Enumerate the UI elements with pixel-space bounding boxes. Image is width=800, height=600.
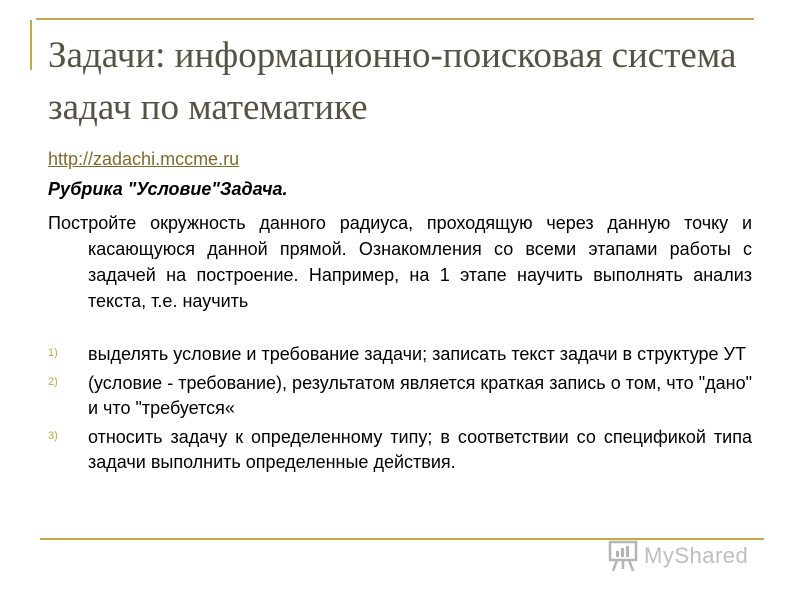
rubric-heading: Рубрика "Условие"Задача. <box>48 179 288 199</box>
source-link[interactable]: http://zadachi.mccme.ru <box>48 149 240 169</box>
task-paragraph: Постройте окружность данного радиуса, проходящую через данную точку и касающуюся данной прямой. Ознакомления со всеми этапами работы с задачей на построение. Например, на 1 этапе научить выполнять анализ текста, т.е. научить <box>48 213 752 311</box>
presentation-board-icon <box>608 539 638 573</box>
slide-title: Задачи: информационно-поисковая система задач по математике <box>48 35 737 128</box>
list-item-text: (условие - требование), результатом является краткая запись о том, что "дано" и что "требуется« <box>88 373 752 418</box>
left-accent-bar <box>30 20 32 70</box>
watermark-text: MyShared <box>644 543 749 568</box>
top-divider <box>36 18 754 20</box>
list-item-number: 1) <box>48 347 58 359</box>
list-item-number: 3) <box>48 430 58 442</box>
steps-list <box>48 342 752 479</box>
list-item-text: относить задачу к определенному типу; в соответствии со спецификой типа задачи выполнить определенные действия. <box>88 427 752 472</box>
list-item-number: 2) <box>48 376 58 388</box>
list-item-text: выделять условие и требование задачи; записать текст задачи в структуре УТ <box>88 344 746 364</box>
list-item <box>48 342 752 367</box>
list-item <box>48 371 752 421</box>
watermark <box>608 538 768 574</box>
list-item <box>48 425 752 475</box>
